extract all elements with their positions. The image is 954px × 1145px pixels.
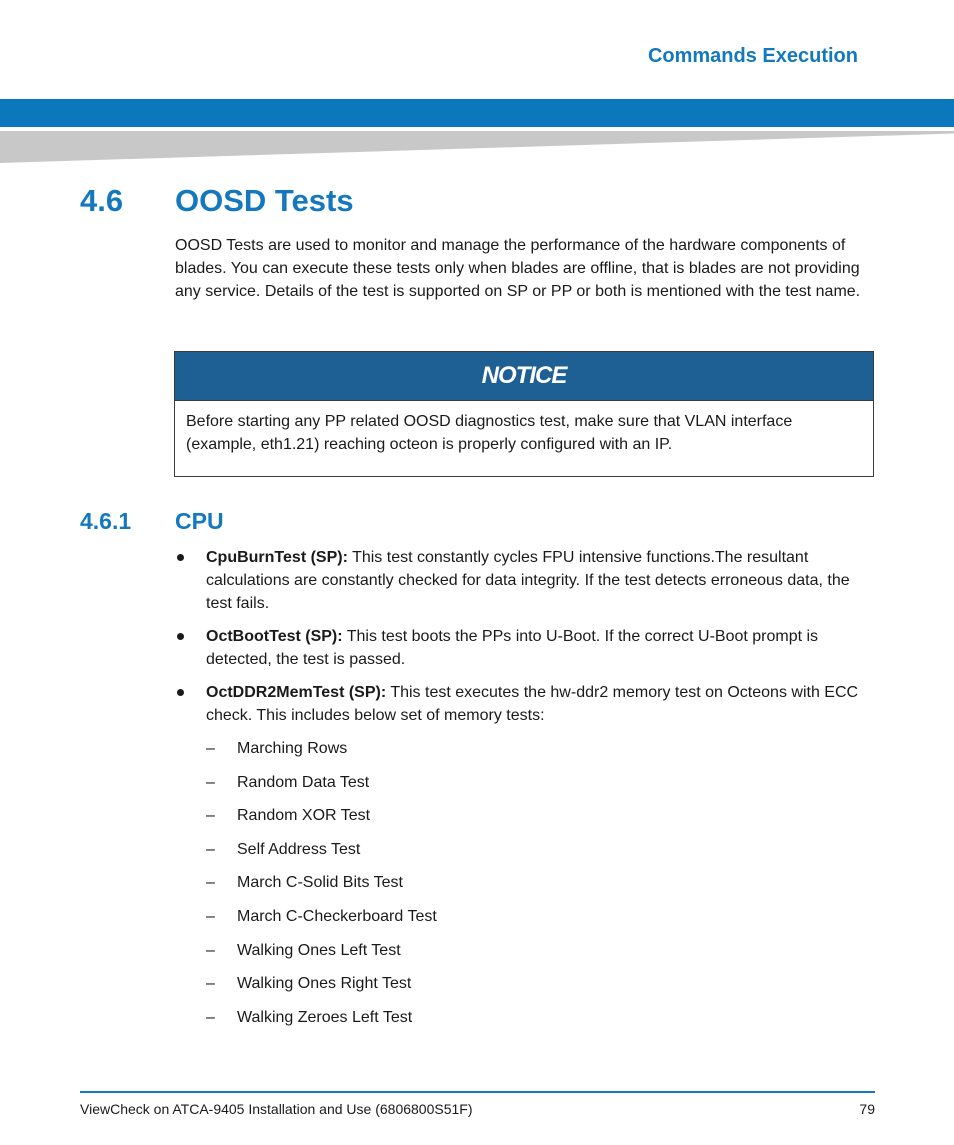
list-item [175,625,875,671]
footer-page-number: 79 [859,1101,875,1117]
dash-marker: – [206,773,215,791]
subsection-title: CPU [175,508,224,534]
test-description: This test executes the hw-ddr2 memory test on Octeons with ECC check. This includes below set of memory tests: [206,684,859,724]
list-item [175,681,875,1029]
memory-test-item: – March C-Solid Bits Test [206,871,875,894]
dash-marker: – [206,874,215,892]
memory-test-item: – Random Data Test [206,771,875,794]
dash-marker: – [206,840,215,858]
memory-test-item: – Walking Ones Right Test [206,972,875,995]
cpu-test-list [175,546,875,1039]
test-description: This test constantly cycles FPU intensive functions.The resultant calculations are constantly checked for data integrity. If the test detects erroneous data, the test fails. [206,549,850,612]
notice-box [174,351,874,477]
test-name: CpuBurnTest (SP): [206,549,348,566]
test-description: This test boots the PPs into U-Boot. If the correct U-Boot prompt is detected, the test is passed. [206,628,819,668]
footer-rule [80,1091,875,1093]
notice-header [175,352,873,401]
test-name: OctDDR2MemTest (SP): [206,684,387,701]
section-number: 4.6 [80,183,124,218]
memory-test-item: – Marching Rows [206,737,875,760]
memory-test-item: – March C-Checkerboard Test [206,905,875,928]
dash-marker: – [206,907,215,925]
notice-title: NOTICE [481,362,567,389]
test-name: OctBootTest (SP): [206,628,343,645]
dash-marker: – [206,1008,215,1026]
dash-marker: – [206,941,215,959]
intro-paragraph: OOSD Tests are used to monitor and manage the performance of the hardware components of blades. You can execute these tests only when blades are offline, that is blades are not providing any service. Details of the test is supported on SP or PP or both is mentioned with the test name. [175,237,861,300]
section-heading [80,178,354,224]
memory-test-item: – Walking Zeroes Left Test [206,1006,875,1029]
dash-marker: – [206,807,215,825]
list-item [175,546,875,615]
memory-test-item: – Walking Ones Left Test [206,939,875,962]
memory-test-item: – Random XOR Test [206,804,875,827]
header-blue-band [0,99,954,127]
notice-text: Before starting any PP related OOSD diagnostics test, make sure that VLAN interface (example, eth1.21) reaching octeon is properly configured with an IP. [186,413,793,453]
dash-marker: – [206,740,215,757]
memory-test-item: – Self Address Test [206,838,875,861]
subsection-number: 4.6.1 [80,508,132,534]
memory-test-list [206,737,875,1029]
footer-document-title: ViewCheck on ATCA-9405 Installation and Use (6806800S51F) [80,1101,473,1117]
header-grey-wedge [0,131,954,163]
running-header-title: Commands Execution [634,43,872,69]
subsection-heading [80,504,224,538]
section-title: OOSD Tests [175,183,354,218]
dash-marker: – [206,975,215,993]
